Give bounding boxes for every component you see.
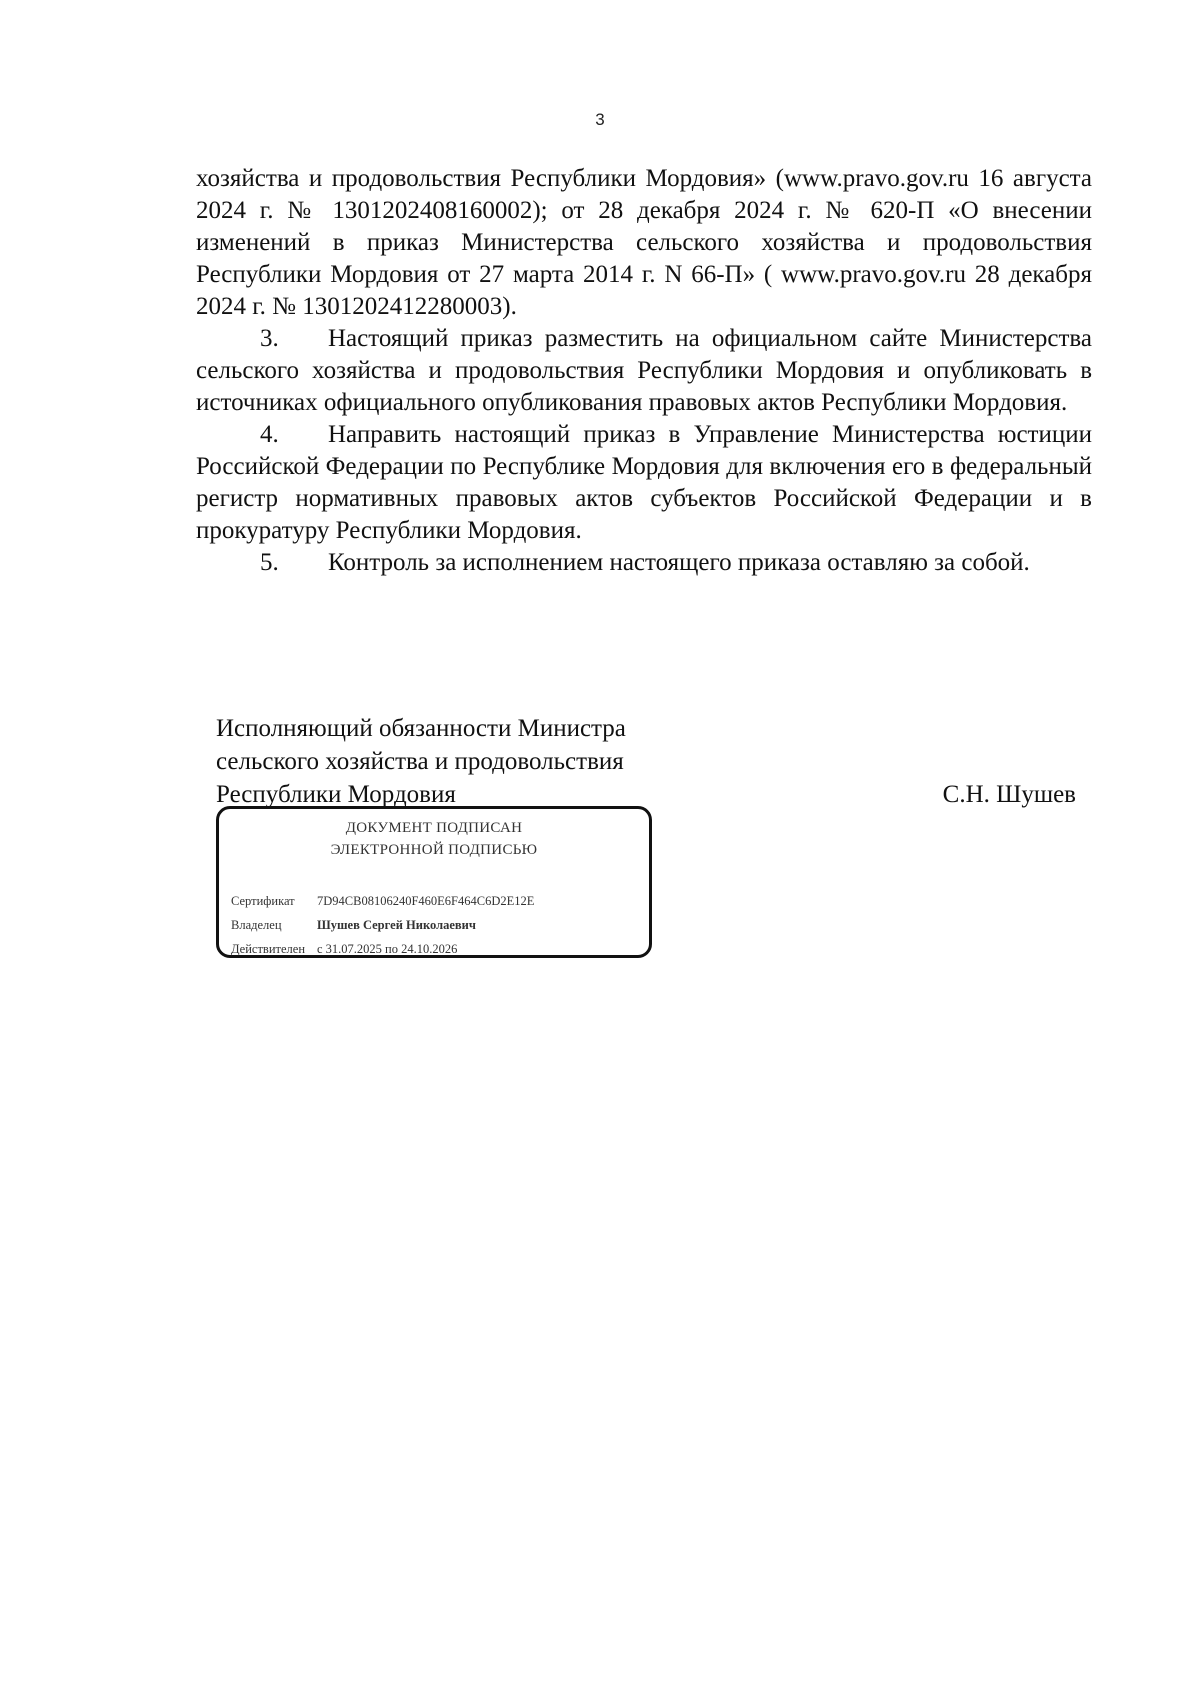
signer-title: [216, 712, 626, 811]
paragraph-5: [196, 547, 1092, 579]
paragraph-text: Настоящий приказ разместить на официальном сайте Министерства сельского хозяйства и продовольствия Республики Мордовия и опубликовать в источниках официального опубликования правовых актов Республики Мордовия.: [196, 325, 1092, 416]
paragraph-continuation: хозяйства и продовольствия Республики Мордовия» (www.pravo.gov.ru 16 августа 2024 г. № 1301202408160002); от 28 декабря 2024 г. № 620-П «О внесении изменений в приказ Министерства сельского хозяйства и продовольствия Республики Мордовия от 27 марта 2014 г. N 66-П» ( www.pravo.gov.ru 28 декабря 2024 г. № 1301202412280003).: [196, 165, 1092, 320]
paragraph-text: Направить настоящий приказ в Управление Министерства юстиции Российской Федерации по Республике Мордовия для включения его в федеральный регистр нормативных правовых актов субъектов Российской Федерации и в прокуратуру Республики Мордовия.: [196, 421, 1092, 544]
certificate-label: Сертификат: [231, 894, 295, 908]
stamp-heading-line: ЭЛЕКТРОННОЙ ПОДПИСЬЮ: [330, 842, 538, 858]
paragraph-number: 5.: [260, 549, 279, 576]
stamp-details: [231, 889, 534, 961]
paragraph-text: Контроль за исполнением настоящего приказа оставляю за собой.: [328, 549, 1030, 576]
stamp-heading: [219, 817, 649, 861]
validity-value: с 31.07.2025 по 24.10.2026: [317, 942, 458, 956]
signer-title-line: сельского хозяйства и продовольствия: [216, 748, 624, 775]
stamp-heading-line: ДОКУМЕНТ ПОДПИСАН: [345, 820, 523, 836]
signer-title-line: Исполняющий обязанности Министра: [216, 715, 626, 742]
paragraph-3: [196, 323, 1092, 419]
paragraph-number: 4.: [260, 421, 279, 448]
stamp-owner-row: [231, 913, 534, 937]
validity-label: Действителен: [231, 942, 306, 956]
owner-label: Владелец: [231, 918, 282, 932]
signer-name: С.Н. Шушев: [942, 781, 1076, 808]
signer-title-line: Республики Мордовия: [216, 781, 456, 808]
stamp-certificate-row: [231, 889, 534, 913]
stamp-validity-row: [231, 937, 534, 961]
document-body: [196, 163, 1092, 579]
paragraph-4: [196, 419, 1092, 547]
page-number: 3: [595, 110, 605, 129]
certificate-value: 7D94CB08106240F460E6F464C6D2E12E: [317, 894, 535, 908]
electronic-signature-stamp: [216, 806, 652, 958]
paragraph-number: 3.: [260, 325, 279, 352]
owner-value: Шушев Сергей Николаевич: [317, 918, 476, 932]
